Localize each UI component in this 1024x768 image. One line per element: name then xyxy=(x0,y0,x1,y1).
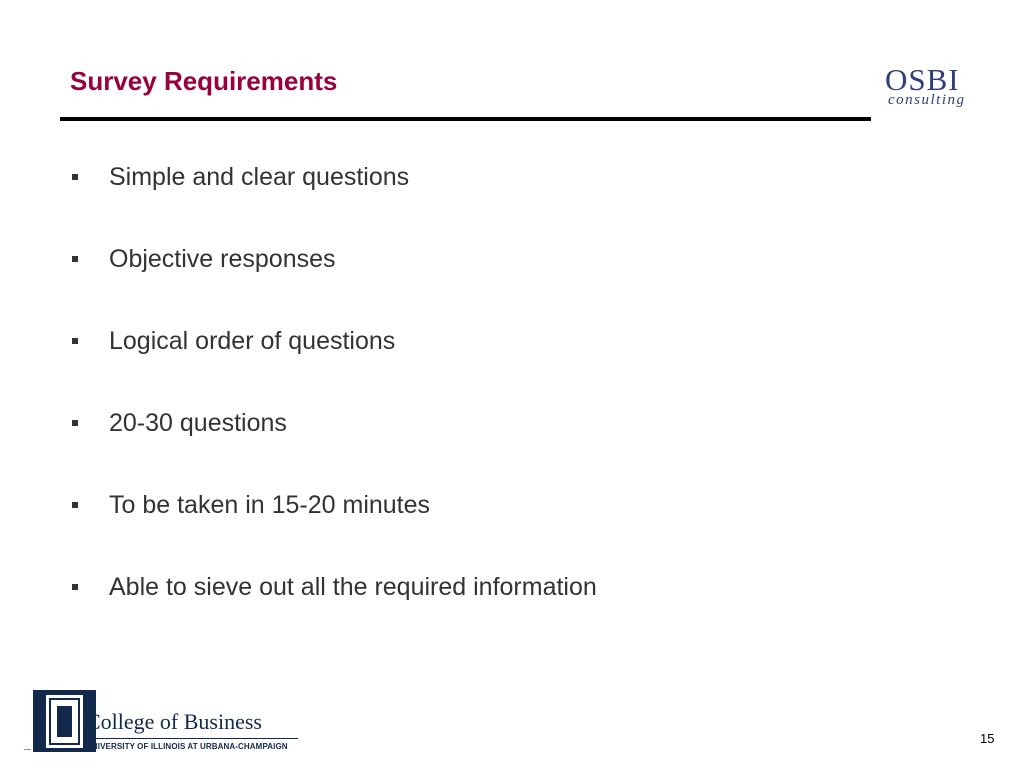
title-divider xyxy=(60,117,871,121)
slide-title: Survey Requirements xyxy=(70,66,338,96)
logo-divider xyxy=(86,738,298,739)
square-bullet-icon xyxy=(72,502,78,508)
bullet-text: Logical order of questions xyxy=(109,327,396,355)
college-of-business-logo xyxy=(24,688,304,754)
square-bullet-icon xyxy=(72,338,78,344)
college-name: College of Business xyxy=(86,709,262,734)
square-bullet-icon xyxy=(72,174,78,180)
square-bullet-icon xyxy=(72,256,78,262)
bullet-text: Objective responses xyxy=(109,245,336,273)
osbi-logo-wordmark: OSBI xyxy=(885,62,960,97)
square-bullet-icon xyxy=(72,420,78,426)
bullet-text: Simple and clear questions xyxy=(109,163,410,191)
osbi-logo-tagline: consulting xyxy=(888,92,966,108)
page-number: 15 xyxy=(980,731,995,746)
logo-accent-dash xyxy=(24,749,31,750)
osbi-consulting-logo xyxy=(885,64,985,114)
bullet-text: To be taken in 15-20 minutes xyxy=(109,491,431,519)
bullet-text: 20-30 questions xyxy=(109,409,287,437)
bullet-text: Able to sieve out all the required information xyxy=(109,573,597,601)
university-name: UNIVERSITY OF ILLINOIS AT URBANA-CHAMPAIGN xyxy=(86,742,288,751)
square-bullet-icon xyxy=(72,584,78,590)
